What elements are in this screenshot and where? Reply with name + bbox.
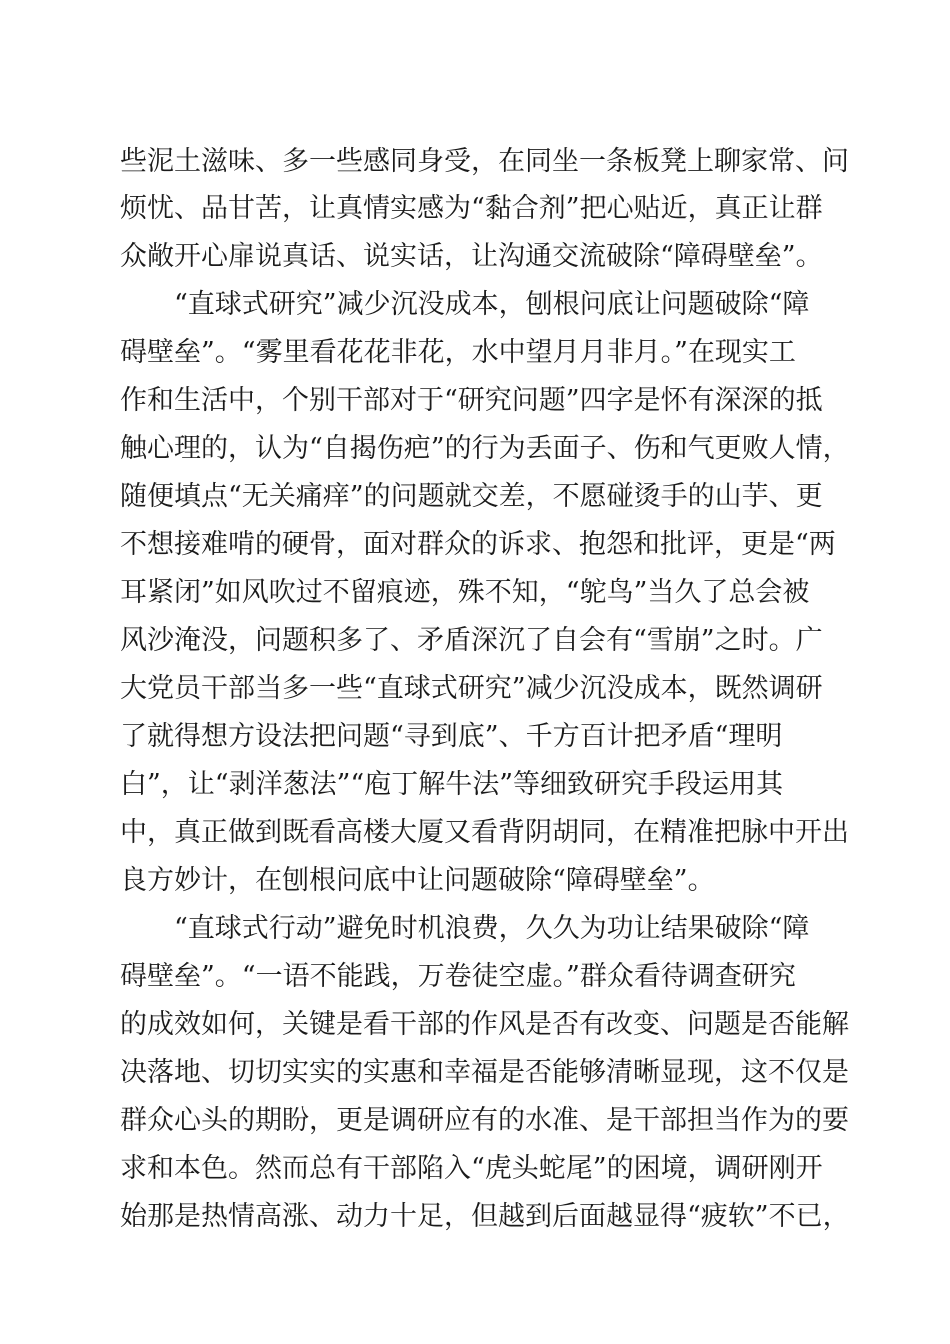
text-line: 求和本色。然而总有干部陷入“虎头蛇尾”的困境，调研刚开 [120,1153,823,1184]
text-line: 始那是热情高涨、动力十足，但越到后面越显得“疲软”不已， [120,1201,850,1232]
text-line: 些泥土滋味、多一些感同身受，在同坐一条板凳上聊家常、问 [120,146,849,177]
text-line: 大党员干部当多一些“直球式研究”减少沉没成本，既然调研 [120,673,823,704]
text-line: 风沙淹没，问题积多了、矛盾深沉了自会有“雪崩”之时。广 [120,625,823,656]
text-line: 碍壁垒”。“一语不能践，万卷徒空虚。”群众看待调查研究 [120,961,796,992]
text-line: 良方妙计，在刨根问底中让问题破除“障碍壁垒”。 [120,865,715,896]
text-line: 白”，让“剥洋葱法”“庖丁解牛法”等细致研究手段运用其 [120,769,784,800]
paragraph-start-line: “直球式研究”减少沉没成本，刨根问底让问题破除“障 [174,289,810,320]
paragraph-start-line: “直球式行动”避免时机浪费，久久为功让结果破除“障 [174,913,810,944]
text-line: 决落地、切切实实的实惠和幸福是否能够清晰显现，这不仅是 [120,1057,849,1088]
text-line: 群众心头的期盼，更是调研应有的水准、是干部担当作为的要 [120,1105,849,1136]
text-line: 众敞开心扉说真话、说实话，让沟通交流破除“障碍壁垒”。 [120,241,823,272]
text-line: 烦忧、品甘苦，让真情实感为“黏合剂”把心贴近，真正让群 [120,193,823,224]
text-line: 中，真正做到既看高楼大厦又看背阴胡同，在精准把脉中开出 [120,817,849,848]
text-line: 碍壁垒”。“雾里看花花非花，水中望月月非月。”在现实工 [120,337,796,368]
text-line: 触心理的，认为“自揭伤疤”的行为丢面子、伤和气更败人情， [120,433,850,464]
text-line: 的成效如何，关键是看干部的作风是否有改变、问题是否能解 [120,1009,849,1040]
text-line: 作和生活中，个别干部对于“研究问题”四字是怀有深深的抵 [120,385,823,416]
text-line: 耳紧闭”如风吹过不留痕迹，殊不知，“鸵鸟”当久了总会被 [120,577,810,608]
text-line: 随便填点“无关痛痒”的问题就交差，不愿碰烫手的山芋、更 [120,481,823,512]
text-line: 了就得想方设法把问题“寻到底”、千方百计把矛盾“理明 [120,721,783,752]
text-line: 不想接难啃的硬骨，面对群众的诉求、抱怨和批评，更是“两 [120,529,836,560]
